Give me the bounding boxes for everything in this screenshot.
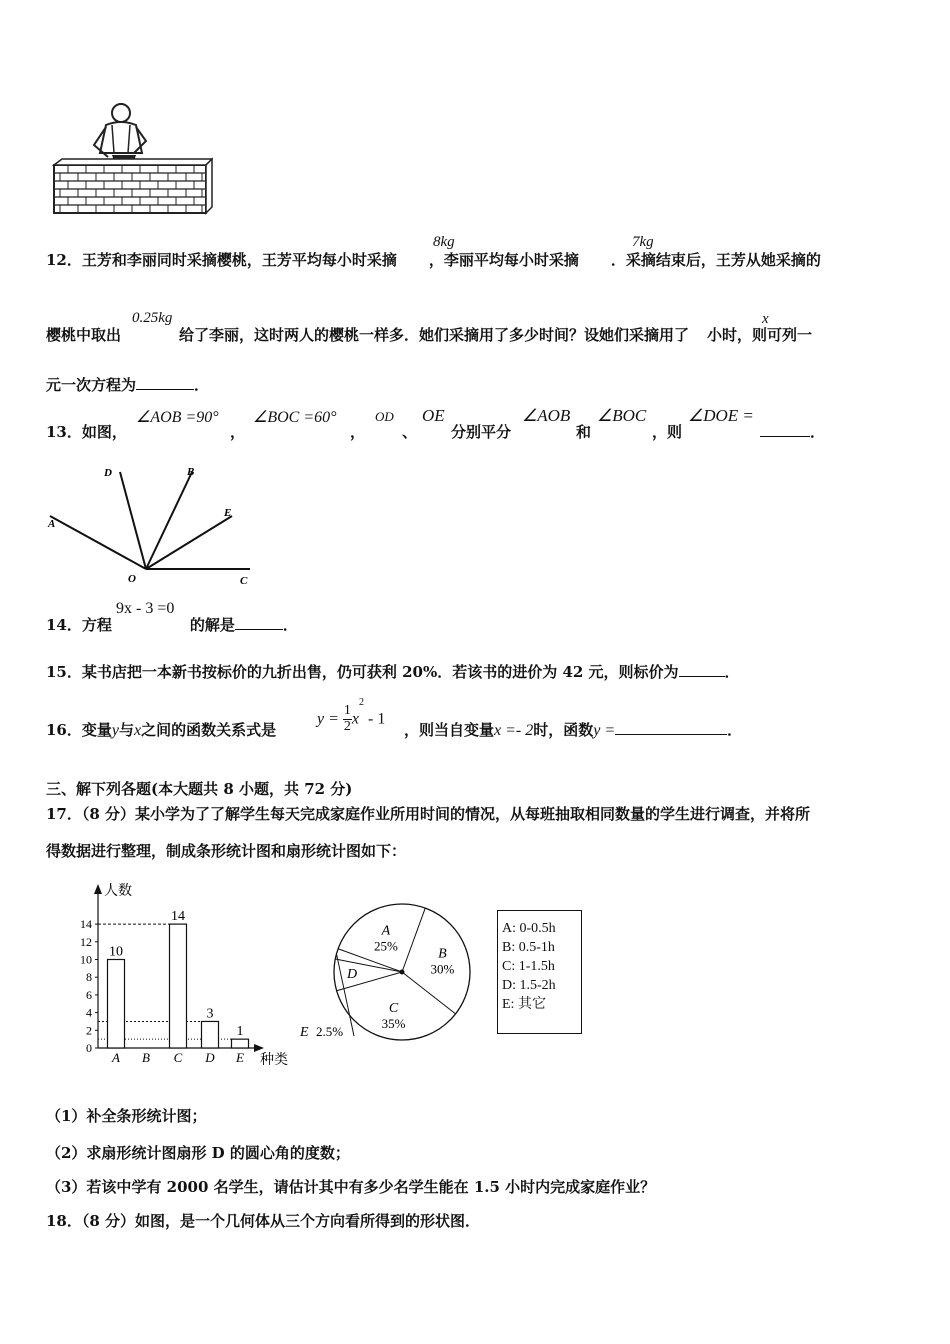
q16-line-b: ，则当自变量x =- 2时，函数y = ． xyxy=(404,721,743,739)
x-axis-arrow xyxy=(254,1044,264,1052)
q16-function: y = $\frac{1}{2}$ $x^2 - 1$ xyxy=(317,697,386,734)
q14-answer-blank[interactable] xyxy=(235,615,283,630)
q12-var-x: x xyxy=(762,311,769,327)
q13-boc: ∠BOC xyxy=(597,406,647,425)
legend-item: A: 0-0.5h xyxy=(502,921,556,936)
q13-od: OD xyxy=(375,409,394,424)
pie-legend xyxy=(497,910,582,1034)
bar-value-label: 14 xyxy=(171,909,185,925)
slice-percent-e: 2.5% xyxy=(316,1024,344,1039)
q12-part6: 小时，则可列一 xyxy=(707,326,813,344)
category-label: B xyxy=(142,1050,150,1065)
slice-label-a: A xyxy=(381,923,391,939)
q13-number: 13．如图， xyxy=(46,423,127,441)
slice-percent-a: 25% xyxy=(374,938,398,954)
q13-cond2: ∠BOC =60° xyxy=(253,409,337,426)
x-axis-label: 种类 xyxy=(260,1053,288,1068)
q12-part7: 元一次方程为 xyxy=(46,376,137,394)
q17-pie-chart xyxy=(296,902,480,1047)
pie-center xyxy=(400,970,405,975)
legend-item: E: 其它 xyxy=(502,997,546,1012)
legend-item: B: 0.5-1h xyxy=(502,940,555,955)
q17-sub1: （1）补全条形统计图； xyxy=(46,1107,207,1125)
q12-part1: 王芳和李丽同时采摘樱桃，王芳平均每小时采摘 xyxy=(81,251,397,269)
q12-line1 xyxy=(46,249,821,270)
q12-line2 xyxy=(46,324,812,345)
y-axis-label: 人数 xyxy=(104,884,132,899)
q13-oe: OE xyxy=(422,406,445,425)
q12-part4: 樱桃中取出 xyxy=(46,326,122,344)
q14-line: 14．方程 的解是 ． xyxy=(46,616,298,634)
q17-bar-chart xyxy=(72,880,302,1070)
q13-doe: ∠DOE = xyxy=(688,406,754,425)
q12-rate-li: 7kg xyxy=(632,234,654,250)
q13-line xyxy=(46,421,127,442)
y-tick-label: 4 xyxy=(86,1005,92,1020)
category-label: C xyxy=(173,1050,183,1065)
section3-heading: 三、解下列各题(本大题共 8 小题，共 72 分) xyxy=(46,780,353,798)
q16-fraction: $\frac{1}{2}$ xyxy=(343,703,351,734)
q14-equation: 9x - 3 =0 xyxy=(116,600,175,617)
slice-percent-b: 30% xyxy=(430,961,455,977)
q12-part5: 给了李丽，这时两人的樱桃一样多．她们采摘用了多少时间？设她们采摘用了 xyxy=(179,326,690,344)
q15-answer-blank[interactable] xyxy=(679,662,725,677)
q17-sub2: （2）求扇形统计图扇形 D 的圆心角的度数； xyxy=(46,1144,350,1162)
q13-blank-line: ． xyxy=(760,421,825,442)
q12-rate-wang: 8kg xyxy=(433,234,455,250)
y-tick-label: 14 xyxy=(80,917,92,932)
y-tick-label: 10 xyxy=(80,952,92,967)
y-tick-label: 0 xyxy=(86,1041,92,1055)
q14-number: 14．方程 xyxy=(46,616,112,634)
bar-a xyxy=(108,960,125,1049)
q13-angle-figure xyxy=(42,462,262,587)
slice-label-b: B xyxy=(438,946,447,962)
q13-cond1: ∠AOB =90° xyxy=(136,409,219,426)
bar-value-label: 10 xyxy=(109,944,123,960)
category-label: D xyxy=(205,1050,215,1065)
q13-aob: ∠AOB xyxy=(522,406,571,425)
y-axis-arrow xyxy=(94,884,102,894)
q13-answer-blank[interactable] xyxy=(760,422,810,437)
q17-line1: 17．（8 分）某小学为了了解学生每天完成家庭作业所用时间的情况，从每班抽取相同数量的学生进行调查，并将所 xyxy=(46,805,811,823)
label-e: E xyxy=(224,507,232,519)
legend-item: C: 1-1.5h xyxy=(502,959,555,974)
q12-number: 12． xyxy=(46,251,82,269)
slice-percent-c: 35% xyxy=(381,1016,406,1032)
bar-c xyxy=(170,924,187,1048)
slice-label-c: C xyxy=(388,1001,399,1017)
ray-oa xyxy=(50,516,146,569)
label-o: O xyxy=(128,573,136,585)
q16-line: 16．变量y与x之间的函数关系式是 xyxy=(46,721,277,739)
q15-line: 15．某书店把一本新书按标价的九折出售，仍可获利 20%．若该书的进价为 42 元，则标价为 ． xyxy=(46,663,740,681)
label-d: D xyxy=(104,467,112,479)
y-tick-label: 2 xyxy=(86,1023,92,1038)
q12-amount: 0.25kg xyxy=(132,310,173,326)
legend-item: D: 1.5-2h xyxy=(502,978,556,993)
q16-answer-blank[interactable] xyxy=(615,720,727,735)
q12-part3: ．采摘结束后，王芳从她采摘的 xyxy=(610,251,821,269)
label-a: A xyxy=(48,518,56,530)
slice-label-d: D xyxy=(346,967,358,983)
bar-e xyxy=(232,1039,249,1048)
y-tick-label: 6 xyxy=(86,987,92,1002)
y-tick-label: 8 xyxy=(86,970,92,985)
category-label: E xyxy=(236,1050,244,1065)
bar-d xyxy=(202,1021,219,1048)
bar-value-label: 1 xyxy=(236,1024,244,1040)
q18-line1: 18．（8 分）如图，是一个几何体从三个方向看所得到的形状图． xyxy=(46,1212,481,1230)
label-b: B xyxy=(187,466,195,478)
q17-sub3: （3）若该中学有 2000 名学生，请估计其中有多少名学生能在 1.5 小时内完成家庭作业？ xyxy=(46,1178,656,1196)
q12-line3: 元一次方程为 ． xyxy=(46,376,210,394)
category-label: A xyxy=(112,1050,120,1065)
bar-value-label: 3 xyxy=(206,1006,214,1022)
ray-od xyxy=(120,472,146,569)
label-c: C xyxy=(240,575,248,587)
slice-label-e: E xyxy=(300,1025,309,1040)
y-tick-label: 12 xyxy=(80,934,92,949)
bricklayer-illustration xyxy=(48,95,213,217)
q17-line2: 得数据进行整理，制成条形统计图和扇形统计图如下： xyxy=(46,842,407,860)
q15-text: 15．某书店把一本新书按标价的九折出售，仍可获利 20%．若该书的进价为 42 元，则标价为 xyxy=(46,663,679,681)
q12-answer-blank[interactable] xyxy=(136,375,194,390)
q12-part2: ，李丽平均每小时采摘 xyxy=(428,251,579,269)
